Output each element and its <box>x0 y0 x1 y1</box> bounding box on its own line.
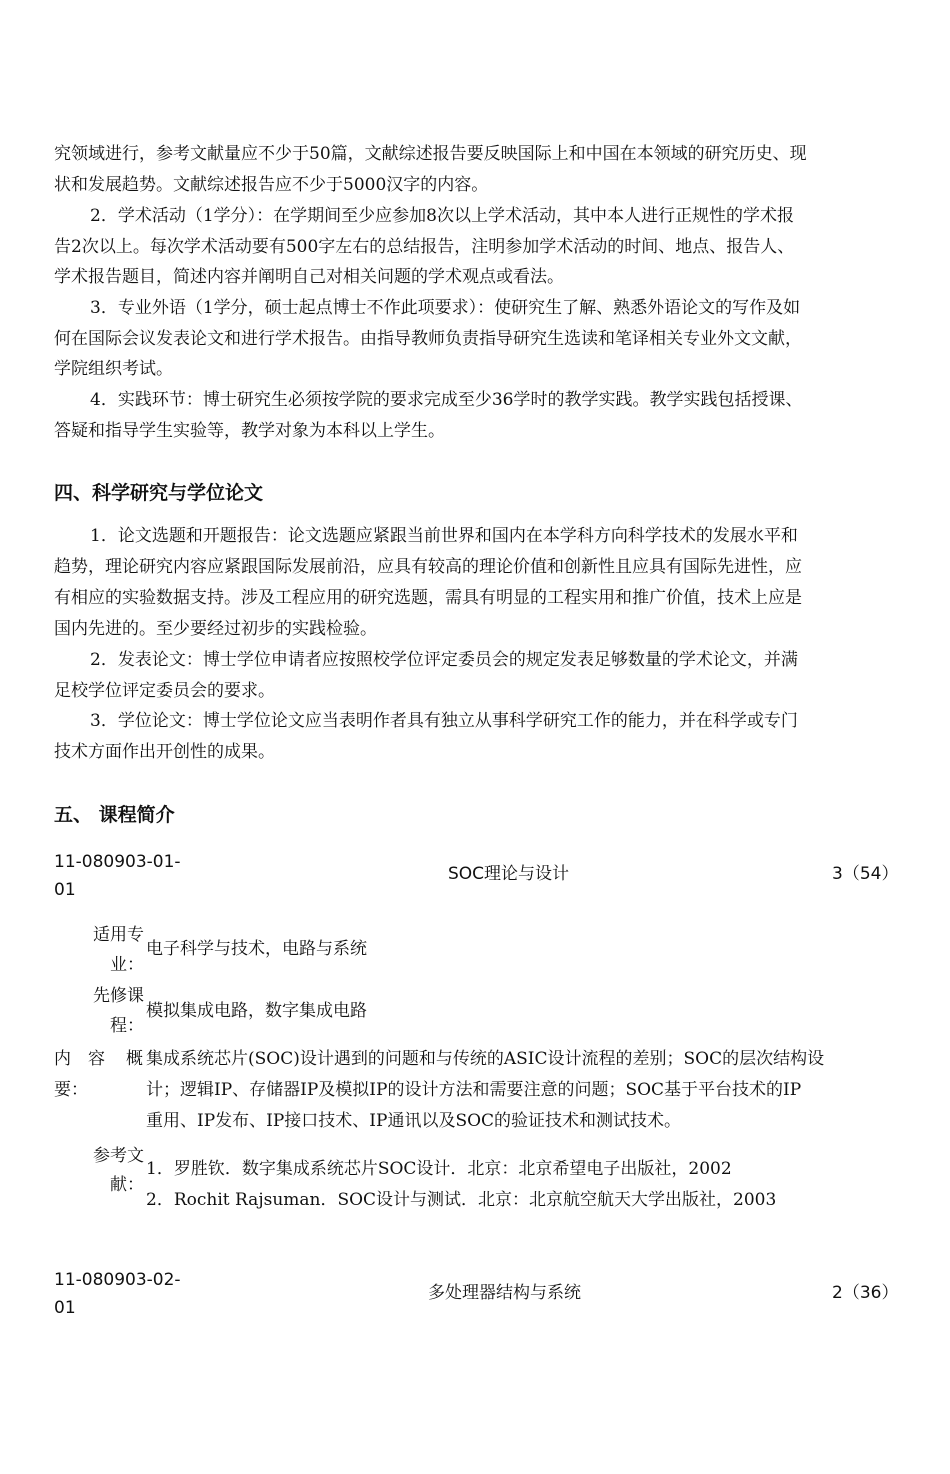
major-label-cont: 业： <box>110 955 144 975</box>
section5-heading: 五、 课程简介 <box>54 804 175 826</box>
text-line: 足校学位评定委员会的要求。 <box>54 681 275 701</box>
section4-heading: 四、科学研究与学位论文 <box>54 482 264 504</box>
text-line: 何在国际会议发表论文和进行学术报告。由指导教师负责指导研究生选读和笔译相关专业外文文献， <box>54 329 802 349</box>
major-value: 电子科学与技术，电路与系统 <box>146 939 367 959</box>
content-label-gai: 概 <box>126 1049 143 1069</box>
course-code-suffix: 01 <box>54 1298 76 1318</box>
text-line: 学院组织考试。 <box>54 359 173 379</box>
text-line: 2．发表论文：博士学位申请者应按照校学位评定委员会的规定发表足够数量的学术论文，并满 <box>90 650 798 670</box>
content-label: 内 容 <box>54 1049 105 1069</box>
text-line: 1．论文选题和开题报告：论文选题应紧跟当前世界和国内在本学科方向科学技术的发展水平和 <box>90 526 798 546</box>
text-line: 究领域进行，参考文献量应不少于50篇，文献综述报告要反映国际上和中国在本领域的研究历史、现 <box>54 144 807 164</box>
course-credits: 3（54） <box>832 864 899 884</box>
reference-label-cont: 献： <box>110 1175 144 1195</box>
content-line: 集成系统芯片(SOC)设计遇到的问题和与传统的ASIC设计流程的差别；SOC的层次结构设 <box>146 1049 825 1069</box>
text-line: 告2次以上。每次学术活动要有500字左右的总结报告，注明参加学术活动的时间、地点、报告人、 <box>54 237 795 257</box>
course-name: SOC理论与设计 <box>448 864 570 884</box>
course-code: 11-080903-01- <box>54 852 181 872</box>
major-label: 适用专 <box>93 925 144 945</box>
text-line: 答疑和指导学生实验等，教学对象为本科以上学生。 <box>54 421 445 441</box>
content-line: 重用、IP发布、IP接口技术、IP通讯以及SOC的验证技术和测试技术。 <box>146 1111 682 1131</box>
text-line: 学术报告题目，简述内容并阐明自己对相关问题的学术观点或看法。 <box>54 267 564 287</box>
reference-item: 2．Rochit Rajsuman．SOC设计与测试．北京：北京航空航天大学出版社，2003 <box>146 1190 777 1210</box>
content-line: 计；逻辑IP、存储器IP及模拟IP的设计方法和需要注意的问题；SOC基于平台技术的IP <box>146 1080 802 1100</box>
text-line: 3．学位论文：博士学位论文应当表明作者具有独立从事科学研究工作的能力，并在科学或专门 <box>90 711 798 731</box>
course-name: 多处理器结构与系统 <box>428 1283 581 1303</box>
course-code-suffix: 01 <box>54 880 76 900</box>
text-line: 2．学术活动（1学分）：在学期间至少应参加8次以上学术活动，其中本人进行正规性的学术报 <box>90 206 794 226</box>
text-line: 技术方面作出开创性的成果。 <box>54 742 275 762</box>
text-line: 状和发展趋势。文献综述报告应不少于5000汉字的内容。 <box>54 175 489 195</box>
reference-label: 参考文 <box>93 1146 144 1166</box>
prereq-label-cont: 程： <box>110 1016 144 1036</box>
course-credits: 2（36） <box>832 1283 899 1303</box>
text-line: 有相应的实验数据支持。涉及工程应用的研究选题，需具有明显的工程实用和推广价值，技术上应是 <box>54 588 802 608</box>
prereq-label: 先修课 <box>93 986 144 1006</box>
text-line: 4．实践环节：博士研究生必须按学院的要求完成至少36学时的教学实践。教学实践包括授课、 <box>90 390 803 410</box>
text-line: 3．专业外语（1学分，硕士起点博士不作此项要求）：使研究生了解、熟悉外语论文的写作及如 <box>90 298 801 318</box>
text-line: 国内先进的。至少要经过初步的实践检验。 <box>54 619 377 639</box>
text-line: 趋势，理论研究内容应紧跟国际发展前沿，应具有较高的理论价值和创新性且应具有国际先进性，应 <box>54 557 802 577</box>
prereq-value: 模拟集成电路，数字集成电路 <box>146 1001 367 1021</box>
content-label-cont: 要： <box>54 1080 88 1100</box>
course-code: 11-080903-02- <box>54 1270 181 1290</box>
reference-item: 1．罗胜钦．数字集成系统芯片SOC设计．北京：北京希望电子出版社，2002 <box>146 1159 732 1179</box>
